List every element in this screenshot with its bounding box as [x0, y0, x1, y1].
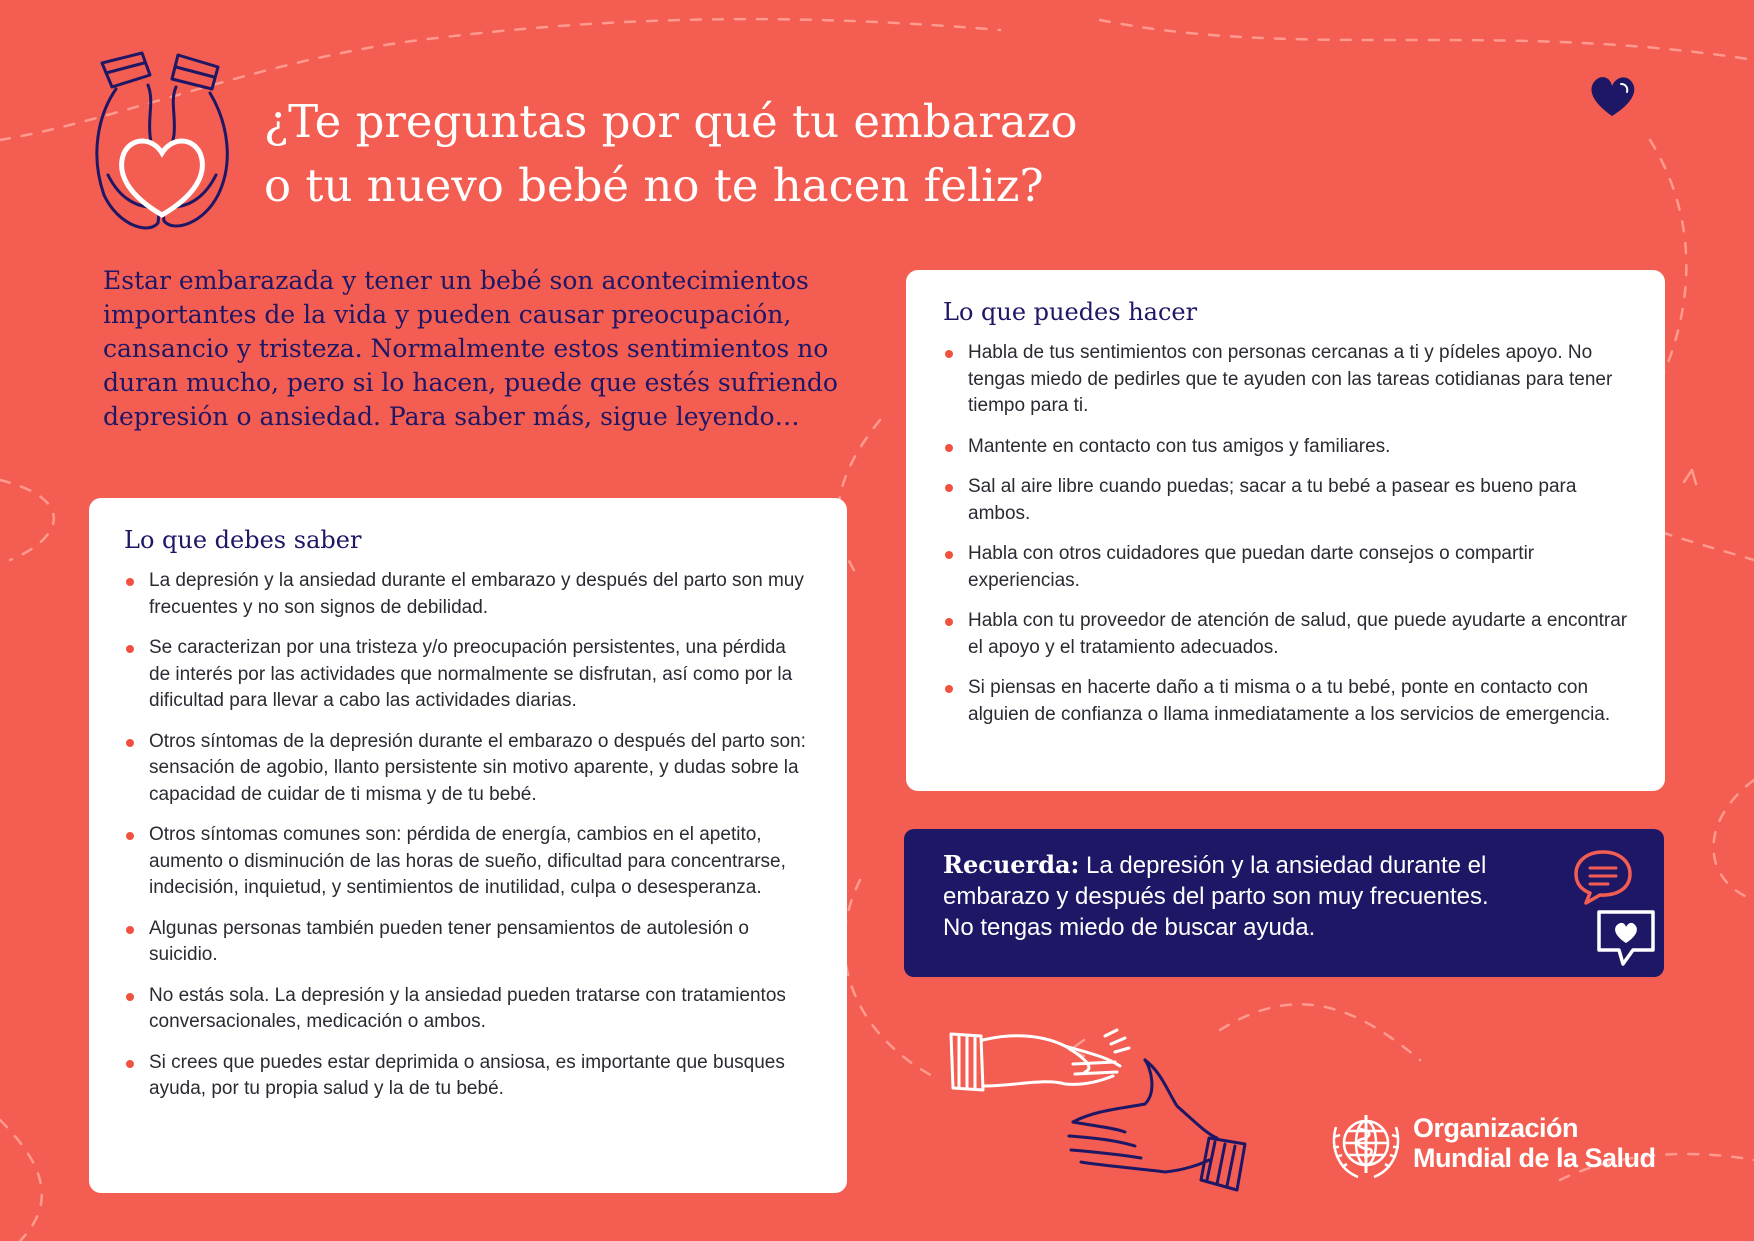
list-item	[943, 541, 1629, 594]
list-item	[943, 474, 1629, 527]
who-name-line-2: Mundial de la Salud	[1413, 1143, 1656, 1173]
list-item-text: Mantente en contacto con tus amigos y familiares.	[968, 435, 1391, 457]
list-item-text: Algunas personas también pueden tener pensamientos de autolesión o suicidio.	[149, 917, 749, 965]
list-item	[124, 729, 812, 809]
list-item-text: La depresión y la ansiedad durante el embarazo y después del parto son muy frecuentes y no son signos de debilidad.	[149, 570, 804, 618]
who-name	[1413, 1113, 1656, 1173]
bullet-icon	[126, 1060, 134, 1068]
bullet-icon	[945, 484, 953, 492]
intro-paragraph: Estar embarazada y tener un bebé son acontecimientos importantes de la vida y pueden causar preocupación, cansancio y tristeza. Normalmente estos sentimientos no duran mucho, pero si lo hacen, puede que estés sufriendo depresión o ansiedad. Para saber más, sigue leyendo…	[103, 266, 838, 431]
who-name-line-1: Organización	[1413, 1113, 1579, 1143]
remember-box	[904, 829, 1664, 977]
bullet-icon	[126, 645, 134, 653]
list-item	[124, 635, 812, 715]
list-item	[124, 1050, 812, 1103]
bullet-icon	[945, 350, 953, 358]
bullet-icon	[945, 618, 953, 626]
list-item-text: Se caracterizan por una tristeza y/o preocupación persistentes, una pérdida de interés por las actividades que normalmente se disfrutan, así como por la dificultad para llevar a cabo las actividades diarias.	[149, 637, 793, 711]
list-item-text: Sal al aire libre cuando puedas; sacar a tu bebé a pasear es bueno para ambos.	[968, 476, 1577, 524]
list-item	[943, 434, 1629, 461]
list-item-text: Si crees que puedes estar deprimida o ansiosa, es importante que busques ayuda, por tu propia salud y la de tu bebé.	[149, 1051, 785, 1099]
chat-bubble-icon	[1572, 848, 1634, 906]
list-item-text: No estás sola. La depresión y la ansiedad pueden tratarse con tratamientos conversacionales, medicación o ambos.	[149, 984, 786, 1032]
bullet-icon	[126, 578, 134, 586]
heart-icon	[1588, 72, 1636, 120]
reaching-hands-icon	[945, 1022, 1250, 1197]
bullet-icon	[126, 926, 134, 934]
bullet-icon	[126, 993, 134, 1001]
list-item	[124, 568, 812, 621]
list-item	[943, 608, 1629, 661]
heart-bubble-icon	[1593, 906, 1659, 968]
bullet-icon	[945, 551, 953, 559]
list-item	[124, 822, 812, 902]
who-emblem-icon	[1328, 1107, 1404, 1183]
who-logo	[1328, 1105, 1688, 1185]
what-you-can-do-card	[906, 270, 1665, 791]
what-to-know-list	[124, 568, 812, 1103]
list-item-text: Otros síntomas de la depresión durante el embarazo o después del parto son: sensación de agobio, llanto persistente sin motivo aparente, y dudas sobre la capacidad de cuidar de ti misma y de tu bebé.	[149, 730, 806, 805]
list-item	[124, 983, 812, 1036]
bullet-icon	[126, 832, 134, 840]
list-item-text: Habla con otros cuidadores que puedan darte consejos o compartir experiencias.	[968, 543, 1535, 591]
list-item-text: Otros síntomas comunes son: pérdida de energía, cambios en el apetito, aumento o disminución de las horas de sueño, dificultad para concentrarse, indecisión, inquietud, y sentimientos de inutilidad, culpa o desesperanza.	[149, 824, 786, 898]
what-to-know-heading: Lo que debes saber	[124, 526, 362, 554]
list-item	[943, 340, 1629, 420]
list-item-text: Habla de tus sentimientos con personas cercanas a ti y pídeles apoyo. No tengas miedo de pedirles que te ayuden con las tareas cotidianas para tener tiempo para ti.	[968, 342, 1613, 416]
list-item-text: Habla con tu proveedor de atención de salud, que puede ayudarte a encontrar el apoyo y el tratamiento adecuados.	[968, 610, 1628, 658]
what-you-can-do-heading: Lo que puedes hacer	[943, 298, 1198, 326]
title-line-2: o tu nuevo bebé no te hacen feliz?	[264, 159, 1044, 212]
what-you-can-do-list	[943, 340, 1629, 728]
what-to-know-card	[89, 498, 847, 1193]
remember-label: Recuerda:	[943, 850, 1080, 879]
bullet-icon	[945, 444, 953, 452]
list-item-text: Si piensas en hacerte daño a ti misma o a tu bebé, ponte en contacto con alguien de confianza o llama inmediatamente a los servicios de emergencia.	[968, 677, 1611, 725]
bullet-icon	[126, 739, 134, 747]
title-line-1: ¿Te preguntas por qué tu embarazo	[264, 95, 1078, 148]
page-title	[264, 90, 1264, 218]
bullet-icon	[945, 685, 953, 693]
remember-text: La depresión y la ansiedad durante el embarazo y después del parto son muy frecuentes. No tengas miedo de buscar ayuda.	[943, 852, 1489, 941]
list-item	[943, 675, 1629, 728]
hands-heart-icon	[88, 45, 248, 245]
list-item	[124, 916, 812, 969]
